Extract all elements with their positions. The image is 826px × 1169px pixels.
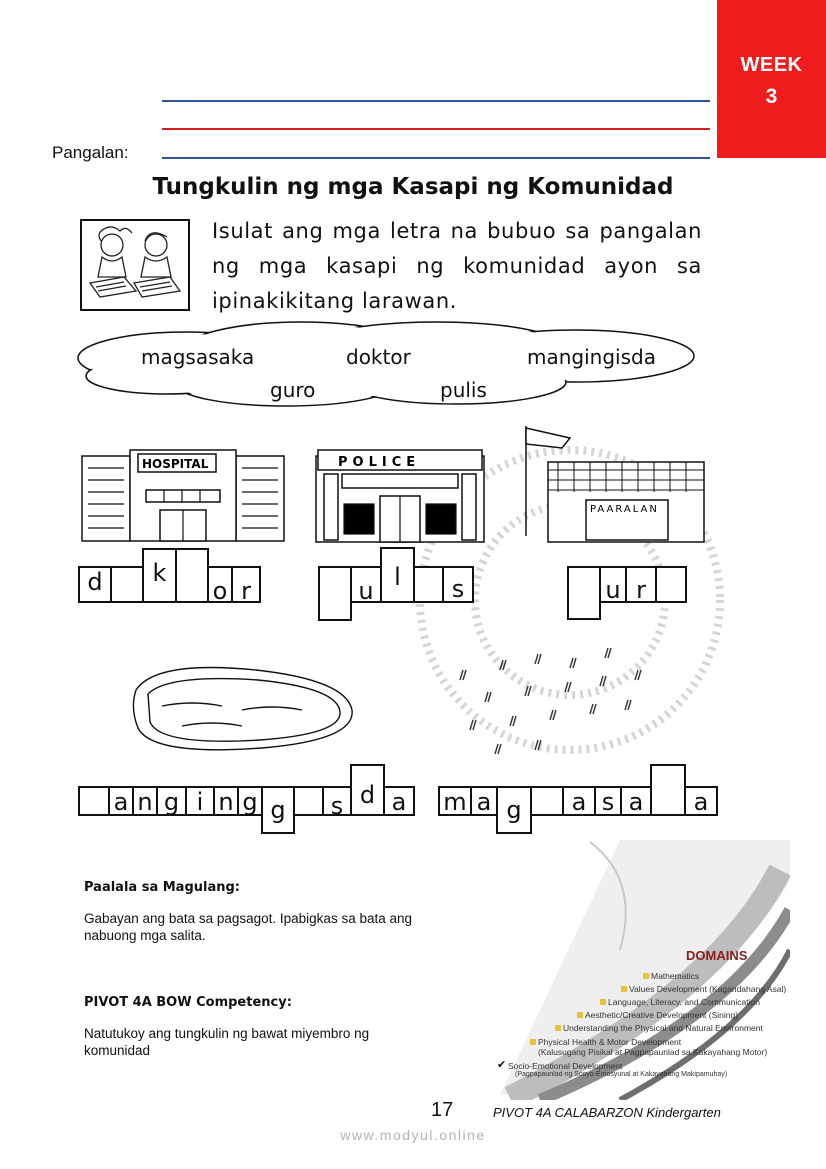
letter-box[interactable] [175, 548, 209, 603]
police-station-illustration [304, 444, 494, 544]
footer-text: PIVOT 4A CALABARZON Kindergarten [493, 1105, 721, 1120]
domain-item: Values Development (Kagandahang Asal) [629, 984, 787, 994]
letter-box[interactable] [655, 566, 687, 603]
letter-box[interactable] [318, 566, 352, 621]
letter-box[interactable]: n [132, 786, 158, 816]
word-bank-mangingisda: mangingisda [527, 345, 656, 369]
word-bank-magsasaka: magsasaka [141, 345, 255, 369]
domain-item: Understanding the Physical and Natural Environment [563, 1023, 763, 1033]
page-title: Tungkulin ng mga Kasapi ng Komunidad [152, 174, 674, 200]
letter-box[interactable]: a [383, 786, 415, 816]
letter-box[interactable]: g [261, 786, 295, 834]
letter-box[interactable]: d [350, 764, 385, 816]
children-reading-illustration [80, 219, 190, 311]
letter-box[interactable]: m [438, 786, 472, 816]
letter-box[interactable]: n [213, 786, 239, 816]
letter-box[interactable]: r [625, 566, 657, 603]
lake-illustration [122, 650, 362, 760]
domain-bullet [600, 999, 606, 1005]
letter-box[interactable]: g [496, 786, 532, 834]
domain-item: (Pagpapaunlad ng Sosyo-Emosyunal at Kakayahang Makipamuhay) [515, 1071, 728, 1078]
letter-box[interactable]: a [684, 786, 718, 816]
letter-box[interactable]: g [156, 786, 187, 816]
name-label: Pangalan: [52, 143, 129, 162]
letter-box[interactable] [78, 786, 110, 816]
name-line-top [162, 100, 710, 102]
letter-box[interactable]: a [108, 786, 134, 816]
name-line-middle [162, 128, 710, 130]
domain-item: (Kalusugang Pisikal at Pagpapaunlad sa Kakayahang Motor) [538, 1047, 768, 1057]
page-number: 17 [431, 1099, 454, 1121]
instructions-text: Isulat ang mga letra na bubuo sa pangalan ng mga kasapi ng komunidad ayon sa ipinakikitang larawan. [212, 219, 702, 313]
name-line-bottom [162, 157, 710, 159]
letter-box[interactable] [413, 566, 444, 603]
hospital-illustration [80, 448, 286, 543]
parent-note-heading: Paalala sa Magulang: [84, 880, 240, 895]
domains-title: DOMAINS [686, 948, 748, 963]
letter-box[interactable]: a [470, 786, 498, 816]
letter-box[interactable]: d [78, 566, 112, 603]
letter-box[interactable]: a [620, 786, 652, 816]
word-bank-guro: guro [270, 378, 316, 402]
week-tab [717, 0, 826, 158]
domain-bullet [621, 986, 627, 992]
domain-item: Aesthetic/Creative Development (Sining) [585, 1010, 739, 1020]
school-sign: PAARALAN [590, 504, 659, 515]
letter-box[interactable] [110, 566, 144, 603]
domain-item: Physical Health & Motor Development [538, 1037, 682, 1047]
word-bank-pulis: pulis [440, 378, 487, 402]
domain-bullet [530, 1039, 536, 1045]
domain-item: Mathematics [651, 971, 700, 981]
letter-box[interactable]: a [562, 786, 596, 816]
letter-box[interactable] [650, 764, 686, 816]
letter-box[interactable]: o [207, 566, 233, 603]
week-number: 3 [765, 85, 778, 108]
letter-box[interactable]: s [442, 566, 474, 603]
checkmark-icon: ✔ [497, 1058, 507, 1071]
domain-bullet [643, 973, 649, 979]
competency-heading: PIVOT 4A BOW Competency: [84, 995, 292, 1010]
domain-bullet [577, 1012, 583, 1018]
competency-text: Natutukoy ang tungkulin ng bawat miyembro ng komunidad [84, 1026, 370, 1058]
letter-box[interactable]: i [185, 786, 215, 816]
letter-box[interactable] [567, 566, 601, 620]
domain-item: Socio-Emotional Development [508, 1061, 623, 1071]
letter-box[interactable]: s [322, 786, 352, 816]
letter-box[interactable] [293, 786, 324, 816]
week-label: WEEK [740, 54, 803, 76]
letter-box[interactable] [530, 786, 564, 816]
watermark: www.modyul.online [340, 1127, 486, 1143]
parent-note-text: Gabayan ang bata sa pagsagot. Ipabigkas sa bata ang nabuong mga salita. [84, 911, 413, 943]
letter-box[interactable]: k [142, 548, 177, 603]
letter-box[interactable]: u [599, 566, 627, 603]
letter-box[interactable]: l [380, 547, 415, 603]
letter-box[interactable]: g [237, 786, 263, 816]
police-sign: POLICE [338, 455, 421, 470]
letter-box[interactable]: r [231, 566, 261, 603]
domain-item: Language, Literacy, and Communication [608, 997, 760, 1007]
hospital-sign: HOSPITAL [142, 457, 209, 471]
letter-box[interactable]: s [594, 786, 622, 816]
rice-field-illustration [440, 640, 660, 770]
word-bank-doktor: doktor [346, 345, 411, 369]
school-illustration [518, 418, 708, 544]
domain-bullet [555, 1025, 561, 1031]
letter-box[interactable]: u [350, 566, 382, 603]
